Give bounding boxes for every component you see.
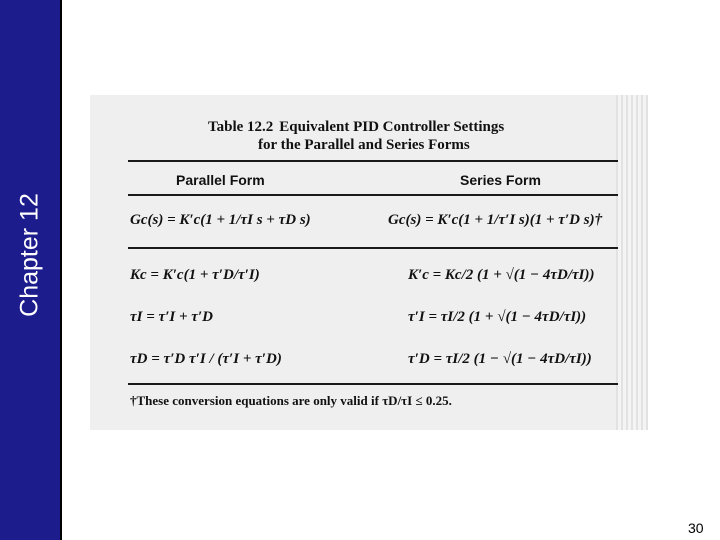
row-3-parallel: τI = τ′I + τ′D [130,309,214,325]
header-rule [128,194,618,196]
table-title [208,119,504,136]
scan-shading [616,95,648,430]
table-label: Table 12.2 [208,119,274,135]
row-2-series: K′c = Kc/2 (1 + √(1 − 4τD/τI)) [408,267,595,283]
table-title-line2: for the Parallel and Series Forms [258,137,470,153]
table-top-rule [128,160,618,162]
row-2-parallel: Kc = K′c(1 + τ′D/τ′I) [130,267,260,283]
table-footnote: †These conversion equations are only valid if τD/τI ≤ 0.25. [130,393,452,408]
row-4-parallel: τD = τ′D τ′I / (τ′I + τ′D) [130,351,282,367]
page-number: 30 [688,520,704,536]
sidebar-divider [60,0,62,540]
chapter-sidebar [0,0,60,540]
row-4-series: τ′D = τI/2 (1 − √(1 − 4τD/τI)) [408,351,592,367]
row-3-series: τ′I = τI/2 (1 + √(1 − 4τD/τI)) [408,309,587,325]
table-title-line1: Equivalent PID Controller Settings [279,119,505,135]
table-image [90,95,648,430]
row-1-series: Gc(s) = K′c(1 + 1/τ′I s)(1 + τ′D s)† [388,212,603,228]
table-bottom-rule [128,383,618,385]
header-parallel: Parallel Form [176,172,265,188]
header-series: Series Form [460,172,541,188]
row-1-parallel: Gc(s) = K′c(1 + 1/τI s + τD s) [130,212,311,228]
chapter-label: Chapter 12 [15,193,44,317]
row-1-rule [128,247,618,249]
